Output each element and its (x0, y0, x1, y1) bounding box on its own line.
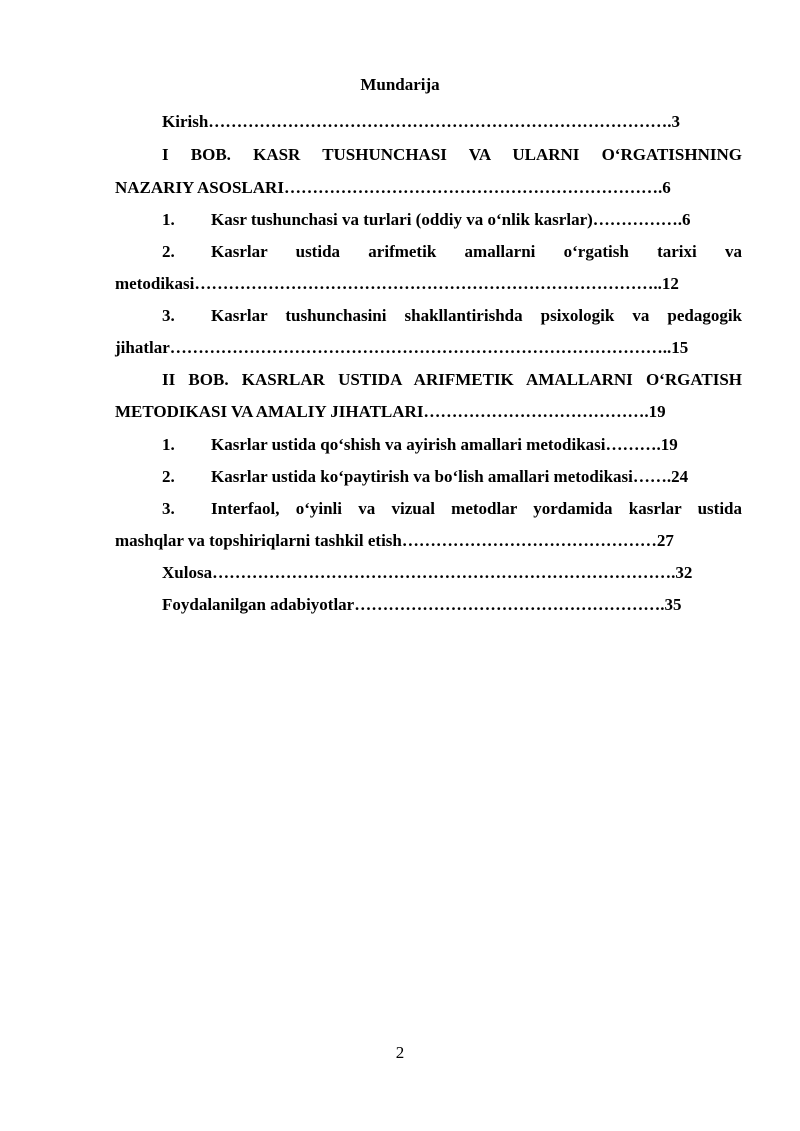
toc-chapter-1-line-2: NAZARIY ASOSLARI………………………………………………………….6 (115, 178, 671, 197)
toc-entry-xulosa: Xulosa……………………………………………………………………….32 (162, 563, 693, 582)
toc-section-2-2 (162, 466, 688, 488)
section-number: 1. (162, 210, 175, 229)
section-title: Kasr tushunchasi va turlari (oddiy va o‘nlik kasrlar)…………….6 (211, 210, 691, 229)
toc-section-2-1 (162, 434, 678, 456)
toc-section-1-2-line-1: Kasrlar ustida arifmetik amallarni o‘rgatish tarixi va (211, 242, 742, 261)
toc-section-2-3-line-1: Interfaol, o‘yinli va vizual metodlar yordamida kasrlar ustida (211, 499, 742, 518)
toc-entry-kirish: Kirish……………………………………………………………………….3 (162, 112, 681, 131)
toc-section-1-3-line-1: Kasrlar tushunchasini shakllantirishda psixologik va pedagogik (211, 306, 742, 325)
toc-chapter-1-line-1: I BOB. KASR TUSHUNCHASI VA ULARNI O‘RGATISHNING (162, 145, 742, 164)
section-number: 2. (162, 467, 175, 486)
toc-section-1-2-line-2: metodikasi………………………………………………………………………..12 (115, 274, 679, 293)
section-number: 1. (162, 435, 175, 454)
toc-section-1-3-line-2: jihatlar……………………………………………………………………………..15 (115, 338, 689, 357)
toc-section-2-3-line-2: mashqlar va topshiriqlarni tashkil etish………………………………………27 (115, 531, 674, 550)
section-number: 3. (162, 306, 175, 325)
section-number: 3. (162, 499, 175, 518)
toc-entry-adabiyotlar: Foydalanilgan adabiyotlar……………………………………………….35 (162, 595, 682, 614)
toc-section-1-1 (162, 209, 691, 231)
toc-chapter-2-line-1: II BOB. KASRLAR USTIDA ARIFMETIK AMALLARNI O‘RGATISH (162, 370, 742, 389)
section-number: 2. (162, 242, 175, 261)
page-number: 2 (395, 1043, 405, 1062)
section-title: Kasrlar ustida ko‘paytirish va bo‘lish amallari metodikasi…….24 (211, 467, 689, 486)
toc-chapter-2-line-2: METODIKASI VA AMALIY JIHATLARI………………………………….19 (115, 402, 666, 421)
page-title: Mundarija (360, 75, 440, 94)
section-title: Kasrlar ustida qo‘shish va ayirish amallari metodikasi……….19 (211, 435, 678, 454)
